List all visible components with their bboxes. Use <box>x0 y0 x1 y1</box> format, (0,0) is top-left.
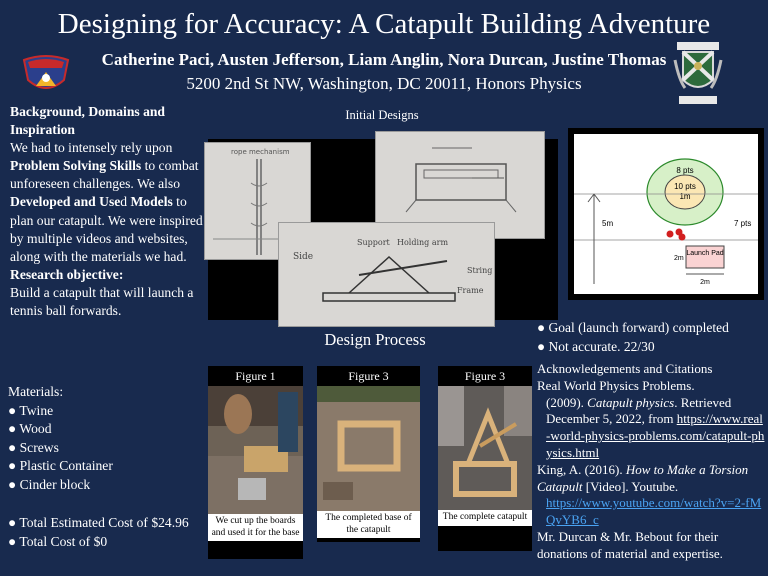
distance-5m: 5m <box>602 219 614 228</box>
materials-item: ● Screws <box>8 439 59 455</box>
cost-item: ● Total Estimated Cost of $24.96 <box>8 515 189 530</box>
figure-1-caption: We cut up the boards and used it for the base <box>208 514 303 541</box>
poster-title: Designing for Accuracy: A Catapult Building Adventure <box>57 8 711 40</box>
figure-1-photo <box>208 386 303 514</box>
figure-3-caption: The complete catapult <box>438 510 532 526</box>
sketch-1-note: rope mechanism <box>231 148 290 156</box>
background-heading: Background, Domains and Inspiration <box>10 104 165 138</box>
result-item: ● Goal (launch forward) completed <box>537 320 729 335</box>
acknowledgements-section <box>537 361 767 563</box>
reference-1-link[interactable]: https://www.real-world-physics-problems.com/catapult-physics.html <box>546 411 765 460</box>
coat-of-arms-logo <box>673 40 723 108</box>
reference-1: Real World Physics Problems. (2009). Catapult physics. Retrieved December 5, 2022, from https://www.real-world-physics-problems.com/catapult-physics.html <box>537 377 765 460</box>
side-points: 7 pts <box>734 219 752 228</box>
initial-designs-label: Initial Designs <box>345 108 419 122</box>
cost-item: ● Total Cost of $0 <box>8 533 108 549</box>
figure-3-card <box>438 366 532 551</box>
figure-3-label: Figure 3 <box>464 369 506 383</box>
objective-text: Build a catapult that will launch a tennis ball forwards. <box>10 284 194 319</box>
sketch-3-label-arm: Holding arm <box>397 238 449 247</box>
background-bold-3: Models <box>130 194 173 210</box>
background-text-1: We had to intensely rely upon <box>10 140 173 156</box>
background-text-2: to combat unforeseen challenges. We also <box>10 158 199 192</box>
center-distance: 1m <box>679 192 691 201</box>
ack-heading: Acknowledgements and Citations <box>537 361 713 376</box>
sketch-3-label-string: String <box>467 266 493 275</box>
outer-ring-points: 8 pts <box>676 166 694 175</box>
objective-heading: Research objective: <box>10 266 124 282</box>
figure-2-card <box>317 366 420 542</box>
target-diagram <box>568 128 764 300</box>
figure-1-card <box>208 366 303 559</box>
pad-height: 2m <box>674 255 684 262</box>
reference-2: King, A. (2016). How to Make a Torsion Catapult [Video]. Youtube. https://www.youtube.com/watch?v=2-fMQvYB6_c <box>537 461 762 528</box>
materials-section <box>8 383 198 495</box>
results-list <box>537 318 768 356</box>
materials-heading: Materials: <box>8 384 64 399</box>
result-item: ● Not accurate. 22/30 <box>537 339 655 354</box>
author-list: Catherine Paci, Austen Jefferson, Liam Anglin, Nora Durcan, Justine Thomas <box>101 50 667 69</box>
ball-marker-1 <box>667 231 674 238</box>
school-crest-logo <box>20 52 72 98</box>
background-section <box>10 103 206 320</box>
materials-item: ● Cinder block <box>8 476 91 492</box>
figure-2-caption: The completed base of the catapult <box>317 511 420 538</box>
background-bold-1: Problem Solving Skills <box>10 158 142 174</box>
reference-2-link[interactable]: https://www.youtube.com/watch?v=2-fMQvYB6_c <box>546 495 762 528</box>
background-text-4: to plan our catapult. We were inspired by multiple videos and websites, along with the materials we had. <box>10 194 203 264</box>
figure-2-label: Figure 3 <box>348 369 389 383</box>
ball-marker-3 <box>679 234 686 241</box>
sketch-3-label-support: Support <box>357 238 390 247</box>
figure-1-label: Figure 1 <box>235 369 276 383</box>
pad-width: 2m <box>700 279 710 286</box>
materials-item: ● Plastic Container <box>8 458 113 474</box>
materials-item: ● Wood <box>8 421 52 437</box>
materials-item: ● Twine <box>8 402 54 418</box>
figure-2-photo <box>317 386 420 511</box>
mid-ring-points: 10 pts <box>674 182 696 191</box>
figure-3-photo <box>438 386 532 510</box>
ack-thanks: Mr. Durcan & Mr. Bebout for their donations of material and expertise. <box>537 528 723 561</box>
background-bold-2: Developed and Use <box>10 194 121 210</box>
costs-section <box>8 514 204 551</box>
design-process-heading: Design Process <box>324 330 426 349</box>
sketch-3-label-side: Side <box>293 252 314 262</box>
sketch-side-view <box>278 222 495 327</box>
launch-pad-label: Launch Pad <box>686 250 724 257</box>
school-address: 5200 2nd St NW, Washington, DC 20011, Honors Physics <box>186 74 582 93</box>
sketch-3-label-frame: Frame <box>457 286 484 295</box>
background-text-3: d <box>120 194 131 210</box>
